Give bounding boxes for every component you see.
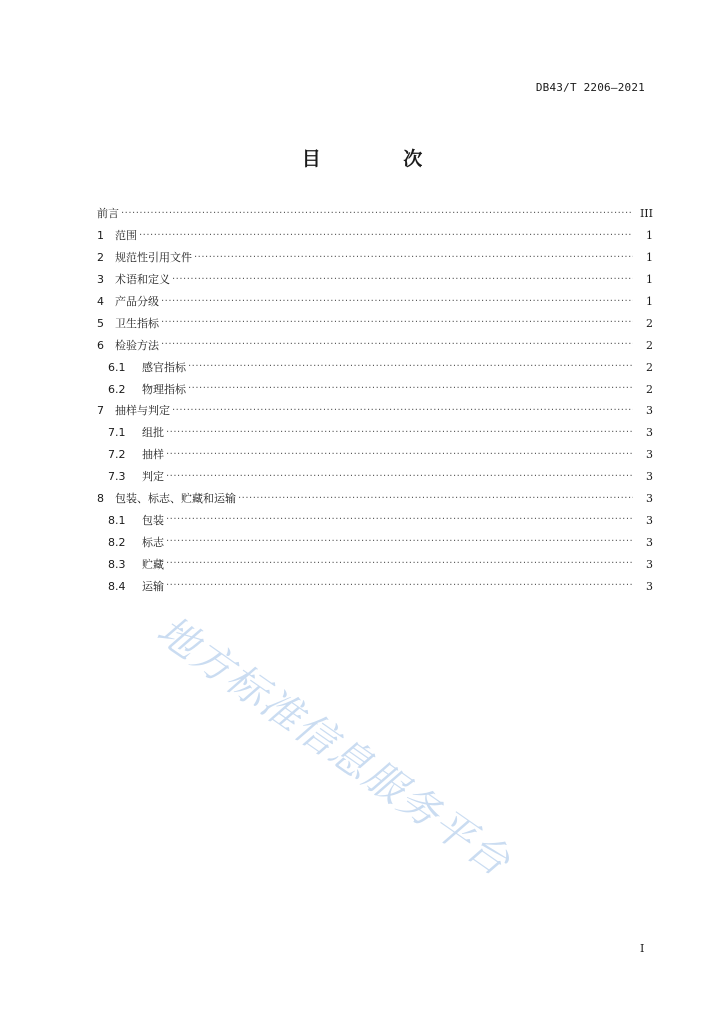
toc-entry-label: 包装、标志、贮藏和运输 bbox=[115, 492, 236, 506]
toc-entry[interactable] bbox=[97, 444, 653, 466]
toc-entry-number: 8.3 bbox=[108, 557, 126, 571]
toc-entry-page: 2 bbox=[646, 360, 653, 374]
watermark: 地方标准信息服务平台 bbox=[148, 607, 519, 886]
toc-entry-label: 术语和定义 bbox=[115, 273, 170, 287]
page-number: I bbox=[640, 942, 645, 955]
toc-entry[interactable] bbox=[97, 312, 653, 334]
toc-dot-leader bbox=[166, 559, 633, 569]
toc-dot-leader bbox=[139, 231, 633, 241]
toc-entry[interactable] bbox=[97, 291, 653, 313]
toc-entry[interactable] bbox=[97, 575, 653, 597]
toc-dot-leader bbox=[238, 494, 633, 504]
toc-dot-leader bbox=[188, 362, 633, 372]
toc-entry-label: 感官指标 bbox=[142, 360, 186, 374]
toc-entry-label: 包装 bbox=[142, 513, 164, 527]
toc-entry-label: 物理指标 bbox=[142, 382, 186, 396]
toc-entry-number: 8.4 bbox=[108, 579, 126, 593]
toc-entry[interactable] bbox=[97, 400, 653, 422]
toc-dot-leader bbox=[166, 581, 633, 591]
page-title: 目 次 bbox=[301, 148, 461, 170]
toc-entry-label: 规范性引用文件 bbox=[115, 251, 192, 265]
toc-entry-number: 6.1 bbox=[108, 360, 126, 374]
toc-entry-label: 产品分级 bbox=[115, 295, 159, 308]
toc-dot-leader bbox=[172, 275, 633, 285]
toc-entry[interactable] bbox=[97, 553, 653, 575]
toc-entry-number: 7 bbox=[97, 404, 104, 418]
toc-entry-number: 2 bbox=[97, 251, 104, 265]
toc-entry-label: 前言 bbox=[97, 207, 119, 221]
toc-entry-page: 2 bbox=[646, 316, 653, 330]
toc-entry-number: 6.2 bbox=[108, 382, 126, 396]
toc-entry-page: 1 bbox=[646, 229, 653, 243]
toc-entry-number: 4 bbox=[97, 295, 104, 308]
toc-dot-leader bbox=[161, 340, 633, 350]
toc-entry-page: III bbox=[639, 207, 653, 221]
toc-dot-leader bbox=[166, 428, 633, 438]
toc-entry-label: 标志 bbox=[142, 535, 164, 549]
toc-entry-number: 8.1 bbox=[108, 513, 126, 527]
toc-entry-label: 抽样与判定 bbox=[115, 404, 170, 418]
toc-entry[interactable] bbox=[97, 356, 653, 378]
toc-dot-leader bbox=[166, 472, 633, 482]
toc-entry-page: 3 bbox=[646, 535, 653, 549]
toc-entry-number: 7.2 bbox=[108, 448, 126, 462]
toc-entry-page: 1 bbox=[646, 295, 653, 308]
toc-entry[interactable] bbox=[97, 225, 653, 247]
toc-entry-label: 组批 bbox=[142, 426, 164, 440]
toc-entry-number: 5 bbox=[97, 316, 104, 330]
toc-entry-number: 8 bbox=[97, 492, 104, 506]
toc-entry-number: 7.1 bbox=[108, 426, 126, 440]
toc-dot-leader bbox=[166, 537, 633, 547]
toc-entry[interactable] bbox=[97, 509, 653, 531]
table-of-contents bbox=[97, 203, 653, 597]
toc-entry[interactable] bbox=[97, 466, 653, 488]
toc-dot-leader bbox=[188, 384, 633, 394]
toc-entry-page: 1 bbox=[646, 273, 653, 287]
toc-entry-page: 3 bbox=[646, 513, 653, 527]
toc-entry[interactable] bbox=[97, 488, 653, 510]
toc-dot-leader bbox=[172, 406, 633, 416]
toc-entry[interactable] bbox=[97, 531, 653, 553]
toc-entry-page: 3 bbox=[646, 492, 653, 506]
toc-entry-page: 3 bbox=[646, 448, 653, 462]
toc-entry-number: 6 bbox=[97, 338, 104, 352]
toc-entry-label: 检验方法 bbox=[115, 338, 159, 352]
toc-entry[interactable] bbox=[97, 422, 653, 444]
toc-entry-page: 3 bbox=[646, 404, 653, 418]
toc-dot-leader bbox=[166, 515, 633, 525]
toc-entry[interactable] bbox=[97, 203, 653, 225]
toc-entry-number: 3 bbox=[97, 273, 104, 287]
toc-entry-label: 判定 bbox=[142, 470, 164, 484]
toc-entry[interactable] bbox=[97, 247, 653, 269]
toc-dot-leader bbox=[194, 253, 633, 263]
toc-entry[interactable] bbox=[97, 334, 653, 356]
toc-entry-number: 1 bbox=[97, 229, 104, 243]
toc-entry-page: 2 bbox=[646, 338, 653, 352]
toc-entry-label: 范围 bbox=[115, 229, 137, 243]
toc-entry-page: 1 bbox=[646, 251, 653, 265]
toc-entry-number: 7.3 bbox=[108, 470, 126, 484]
toc-entry-page: 3 bbox=[646, 557, 653, 571]
toc-entry-number: 8.2 bbox=[108, 535, 126, 549]
toc-entry-page: 3 bbox=[646, 470, 653, 484]
toc-dot-leader bbox=[166, 450, 633, 460]
toc-dot-leader bbox=[161, 297, 633, 307]
toc-entry[interactable] bbox=[97, 269, 653, 291]
toc-entry-label: 运输 bbox=[142, 579, 164, 593]
document-code: DB43/T 2206—2021 bbox=[535, 81, 645, 94]
toc-entry-label: 抽样 bbox=[142, 448, 164, 462]
toc-entry-page: 3 bbox=[646, 426, 653, 440]
toc-dot-leader bbox=[121, 209, 633, 219]
toc-entry-label: 卫生指标 bbox=[115, 316, 159, 330]
toc-entry[interactable] bbox=[97, 378, 653, 400]
toc-entry-page: 3 bbox=[646, 579, 653, 593]
toc-entry-label: 贮藏 bbox=[142, 557, 164, 571]
toc-entry-page: 2 bbox=[646, 382, 653, 396]
toc-dot-leader bbox=[161, 318, 633, 328]
